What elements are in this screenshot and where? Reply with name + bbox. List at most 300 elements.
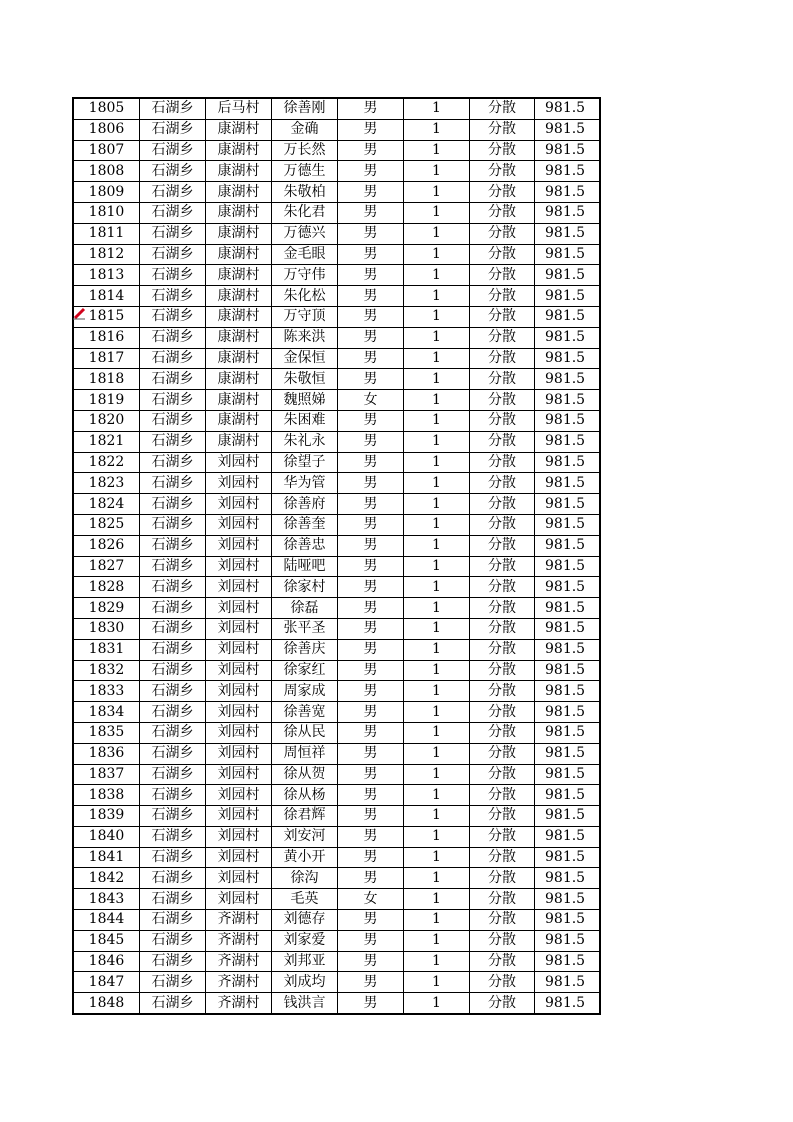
town-cell[interactable]: 石湖乡 — [140, 119, 206, 140]
name-cell[interactable]: 徐善刚 — [272, 98, 338, 119]
count-cell[interactable]: 1 — [404, 930, 470, 951]
name-cell[interactable]: 刘安河 — [272, 826, 338, 847]
record-id-cell[interactable]: 1818 — [73, 369, 140, 390]
type-cell[interactable]: 分散 — [470, 847, 535, 868]
type-cell[interactable]: 分散 — [470, 327, 535, 348]
amount-cell[interactable]: 981.5 — [535, 660, 601, 681]
amount-cell[interactable]: 981.5 — [535, 910, 601, 931]
gender-cell[interactable]: 男 — [338, 722, 404, 743]
count-cell[interactable]: 1 — [404, 514, 470, 535]
village-cell[interactable]: 刘园村 — [206, 598, 272, 619]
amount-cell[interactable]: 981.5 — [535, 722, 601, 743]
count-cell[interactable]: 1 — [404, 390, 470, 411]
amount-cell[interactable]: 981.5 — [535, 348, 601, 369]
count-cell[interactable]: 1 — [404, 639, 470, 660]
record-id-cell[interactable]: 1829 — [73, 598, 140, 619]
record-id-cell[interactable]: 1830 — [73, 618, 140, 639]
village-cell[interactable]: 刘园村 — [206, 577, 272, 598]
village-cell[interactable]: 刘园村 — [206, 764, 272, 785]
name-cell[interactable]: 刘成均 — [272, 972, 338, 993]
name-cell[interactable]: 万守顶 — [272, 306, 338, 327]
village-cell[interactable]: 康湖村 — [206, 119, 272, 140]
count-cell[interactable]: 1 — [404, 993, 470, 1014]
name-cell[interactable]: 徐善忠 — [272, 535, 338, 556]
village-cell[interactable]: 刘园村 — [206, 556, 272, 577]
name-cell[interactable]: 周恒祥 — [272, 743, 338, 764]
amount-cell[interactable]: 981.5 — [535, 639, 601, 660]
record-id-cell[interactable]: 1820 — [73, 410, 140, 431]
village-cell[interactable]: 刘园村 — [206, 618, 272, 639]
record-id-cell[interactable]: 1845 — [73, 930, 140, 951]
gender-cell[interactable]: 男 — [338, 847, 404, 868]
gender-cell[interactable]: 男 — [338, 244, 404, 265]
name-cell[interactable]: 万长然 — [272, 140, 338, 161]
name-cell[interactable]: 华为管 — [272, 473, 338, 494]
type-cell[interactable]: 分散 — [470, 993, 535, 1014]
gender-cell[interactable]: 男 — [338, 202, 404, 223]
town-cell[interactable]: 石湖乡 — [140, 473, 206, 494]
count-cell[interactable]: 1 — [404, 140, 470, 161]
type-cell[interactable]: 分散 — [470, 431, 535, 452]
record-id-cell[interactable]: 1817 — [73, 348, 140, 369]
type-cell[interactable]: 分散 — [470, 473, 535, 494]
count-cell[interactable]: 1 — [404, 826, 470, 847]
count-cell[interactable]: 1 — [404, 951, 470, 972]
count-cell[interactable]: 1 — [404, 556, 470, 577]
gender-cell[interactable]: 男 — [338, 639, 404, 660]
village-cell[interactable]: 康湖村 — [206, 306, 272, 327]
record-id-cell[interactable]: 1834 — [73, 702, 140, 723]
town-cell[interactable]: 石湖乡 — [140, 972, 206, 993]
count-cell[interactable]: 1 — [404, 369, 470, 390]
count-cell[interactable]: 1 — [404, 202, 470, 223]
town-cell[interactable]: 石湖乡 — [140, 577, 206, 598]
count-cell[interactable]: 1 — [404, 161, 470, 182]
village-cell[interactable]: 康湖村 — [206, 369, 272, 390]
gender-cell[interactable]: 男 — [338, 826, 404, 847]
record-id-cell[interactable]: 1828 — [73, 577, 140, 598]
name-cell[interactable]: 魏照娣 — [272, 390, 338, 411]
town-cell[interactable]: 石湖乡 — [140, 161, 206, 182]
record-id-cell[interactable]: 1839 — [73, 806, 140, 827]
type-cell[interactable]: 分散 — [470, 119, 535, 140]
amount-cell[interactable]: 981.5 — [535, 806, 601, 827]
town-cell[interactable]: 石湖乡 — [140, 327, 206, 348]
count-cell[interactable]: 1 — [404, 119, 470, 140]
count-cell[interactable]: 1 — [404, 660, 470, 681]
record-id-cell[interactable]: 1812 — [73, 244, 140, 265]
amount-cell[interactable]: 981.5 — [535, 286, 601, 307]
count-cell[interactable]: 1 — [404, 98, 470, 119]
town-cell[interactable]: 石湖乡 — [140, 535, 206, 556]
amount-cell[interactable]: 981.5 — [535, 182, 601, 203]
count-cell[interactable]: 1 — [404, 431, 470, 452]
amount-cell[interactable]: 981.5 — [535, 556, 601, 577]
name-cell[interactable]: 张平圣 — [272, 618, 338, 639]
type-cell[interactable]: 分散 — [470, 306, 535, 327]
amount-cell[interactable]: 981.5 — [535, 119, 601, 140]
record-id-cell[interactable]: 1840 — [73, 826, 140, 847]
record-id-cell[interactable]: 1847 — [73, 972, 140, 993]
town-cell[interactable]: 石湖乡 — [140, 930, 206, 951]
amount-cell[interactable]: 981.5 — [535, 431, 601, 452]
record-id-cell[interactable]: 1833 — [73, 681, 140, 702]
count-cell[interactable]: 1 — [404, 910, 470, 931]
gender-cell[interactable]: 男 — [338, 348, 404, 369]
type-cell[interactable]: 分散 — [470, 910, 535, 931]
town-cell[interactable]: 石湖乡 — [140, 951, 206, 972]
count-cell[interactable]: 1 — [404, 327, 470, 348]
record-id-cell[interactable]: 1822 — [73, 452, 140, 473]
amount-cell[interactable]: 981.5 — [535, 951, 601, 972]
type-cell[interactable]: 分散 — [470, 535, 535, 556]
village-cell[interactable]: 刘园村 — [206, 473, 272, 494]
amount-cell[interactable]: 981.5 — [535, 930, 601, 951]
name-cell[interactable]: 万德生 — [272, 161, 338, 182]
gender-cell[interactable]: 男 — [338, 868, 404, 889]
name-cell[interactable]: 金保恒 — [272, 348, 338, 369]
type-cell[interactable]: 分散 — [470, 930, 535, 951]
village-cell[interactable]: 康湖村 — [206, 244, 272, 265]
village-cell[interactable]: 康湖村 — [206, 431, 272, 452]
count-cell[interactable]: 1 — [404, 598, 470, 619]
amount-cell[interactable]: 981.5 — [535, 98, 601, 119]
record-id-cell[interactable]: 1826 — [73, 535, 140, 556]
count-cell[interactable]: 1 — [404, 743, 470, 764]
town-cell[interactable]: 石湖乡 — [140, 743, 206, 764]
town-cell[interactable]: 石湖乡 — [140, 598, 206, 619]
town-cell[interactable]: 石湖乡 — [140, 265, 206, 286]
gender-cell[interactable]: 男 — [338, 910, 404, 931]
type-cell[interactable]: 分散 — [470, 785, 535, 806]
count-cell[interactable]: 1 — [404, 348, 470, 369]
village-cell[interactable]: 齐湖村 — [206, 910, 272, 931]
village-cell[interactable]: 刘园村 — [206, 868, 272, 889]
amount-cell[interactable]: 981.5 — [535, 452, 601, 473]
name-cell[interactable]: 周家成 — [272, 681, 338, 702]
gender-cell[interactable]: 女 — [338, 390, 404, 411]
name-cell[interactable]: 朱敬恒 — [272, 369, 338, 390]
amount-cell[interactable]: 981.5 — [535, 514, 601, 535]
count-cell[interactable]: 1 — [404, 577, 470, 598]
amount-cell[interactable]: 981.5 — [535, 306, 601, 327]
record-id-cell[interactable]: 1838 — [73, 785, 140, 806]
name-cell[interactable]: 毛英 — [272, 889, 338, 910]
amount-cell[interactable]: 981.5 — [535, 785, 601, 806]
town-cell[interactable]: 石湖乡 — [140, 494, 206, 515]
town-cell[interactable]: 石湖乡 — [140, 681, 206, 702]
type-cell[interactable]: 分散 — [470, 826, 535, 847]
record-id-cell[interactable]: 1815 — [73, 306, 140, 327]
amount-cell[interactable]: 981.5 — [535, 265, 601, 286]
gender-cell[interactable]: 男 — [338, 930, 404, 951]
record-id-cell[interactable]: 1835 — [73, 722, 140, 743]
name-cell[interactable]: 金确 — [272, 119, 338, 140]
record-id-cell[interactable]: 1807 — [73, 140, 140, 161]
record-id-cell[interactable]: 1846 — [73, 951, 140, 972]
type-cell[interactable]: 分散 — [470, 140, 535, 161]
gender-cell[interactable]: 男 — [338, 951, 404, 972]
village-cell[interactable]: 康湖村 — [206, 161, 272, 182]
name-cell[interactable]: 徐善奎 — [272, 514, 338, 535]
type-cell[interactable]: 分散 — [470, 951, 535, 972]
village-cell[interactable]: 刘园村 — [206, 452, 272, 473]
type-cell[interactable]: 分散 — [470, 598, 535, 619]
gender-cell[interactable]: 男 — [338, 161, 404, 182]
gender-cell[interactable]: 男 — [338, 972, 404, 993]
gender-cell[interactable]: 男 — [338, 473, 404, 494]
village-cell[interactable]: 刘园村 — [206, 702, 272, 723]
type-cell[interactable]: 分散 — [470, 868, 535, 889]
record-id-cell[interactable]: 1806 — [73, 119, 140, 140]
type-cell[interactable]: 分散 — [470, 639, 535, 660]
town-cell[interactable]: 石湖乡 — [140, 826, 206, 847]
type-cell[interactable]: 分散 — [470, 577, 535, 598]
amount-cell[interactable]: 981.5 — [535, 202, 601, 223]
town-cell[interactable]: 石湖乡 — [140, 993, 206, 1014]
town-cell[interactable]: 石湖乡 — [140, 910, 206, 931]
record-id-cell[interactable]: 1813 — [73, 265, 140, 286]
name-cell[interactable]: 徐从杨 — [272, 785, 338, 806]
gender-cell[interactable]: 男 — [338, 265, 404, 286]
record-id-cell[interactable]: 1809 — [73, 182, 140, 203]
town-cell[interactable]: 石湖乡 — [140, 431, 206, 452]
gender-cell[interactable]: 男 — [338, 223, 404, 244]
amount-cell[interactable]: 981.5 — [535, 577, 601, 598]
count-cell[interactable]: 1 — [404, 681, 470, 702]
amount-cell[interactable]: 981.5 — [535, 681, 601, 702]
amount-cell[interactable]: 981.5 — [535, 993, 601, 1014]
type-cell[interactable]: 分散 — [470, 348, 535, 369]
record-id-cell[interactable]: 1805 — [73, 98, 140, 119]
amount-cell[interactable]: 981.5 — [535, 410, 601, 431]
village-cell[interactable]: 康湖村 — [206, 390, 272, 411]
type-cell[interactable]: 分散 — [470, 161, 535, 182]
amount-cell[interactable]: 981.5 — [535, 598, 601, 619]
amount-cell[interactable]: 981.5 — [535, 702, 601, 723]
gender-cell[interactable]: 男 — [338, 119, 404, 140]
gender-cell[interactable]: 男 — [338, 327, 404, 348]
count-cell[interactable]: 1 — [404, 265, 470, 286]
town-cell[interactable]: 石湖乡 — [140, 390, 206, 411]
record-id-cell[interactable]: 1810 — [73, 202, 140, 223]
name-cell[interactable]: 朱礼永 — [272, 431, 338, 452]
village-cell[interactable]: 康湖村 — [206, 140, 272, 161]
name-cell[interactable]: 徐善府 — [272, 494, 338, 515]
gender-cell[interactable]: 男 — [338, 306, 404, 327]
gender-cell[interactable]: 男 — [338, 452, 404, 473]
gender-cell[interactable]: 男 — [338, 577, 404, 598]
comment-pencil-icon[interactable] — [72, 306, 86, 320]
gender-cell[interactable]: 男 — [338, 785, 404, 806]
name-cell[interactable]: 徐家红 — [272, 660, 338, 681]
record-id-cell[interactable]: 1824 — [73, 494, 140, 515]
record-id-cell[interactable]: 1831 — [73, 639, 140, 660]
type-cell[interactable]: 分散 — [470, 702, 535, 723]
town-cell[interactable]: 石湖乡 — [140, 98, 206, 119]
type-cell[interactable]: 分散 — [470, 556, 535, 577]
count-cell[interactable]: 1 — [404, 722, 470, 743]
gender-cell[interactable]: 男 — [338, 514, 404, 535]
town-cell[interactable]: 石湖乡 — [140, 223, 206, 244]
type-cell[interactable]: 分散 — [470, 202, 535, 223]
name-cell[interactable]: 徐从民 — [272, 722, 338, 743]
type-cell[interactable]: 分散 — [470, 286, 535, 307]
town-cell[interactable]: 石湖乡 — [140, 639, 206, 660]
town-cell[interactable]: 石湖乡 — [140, 722, 206, 743]
village-cell[interactable]: 康湖村 — [206, 223, 272, 244]
type-cell[interactable]: 分散 — [470, 618, 535, 639]
type-cell[interactable]: 分散 — [470, 265, 535, 286]
town-cell[interactable]: 石湖乡 — [140, 868, 206, 889]
amount-cell[interactable]: 981.5 — [535, 535, 601, 556]
gender-cell[interactable]: 男 — [338, 681, 404, 702]
village-cell[interactable]: 刘园村 — [206, 681, 272, 702]
gender-cell[interactable]: 男 — [338, 556, 404, 577]
name-cell[interactable]: 徐从贺 — [272, 764, 338, 785]
gender-cell[interactable]: 男 — [338, 618, 404, 639]
name-cell[interactable]: 刘德存 — [272, 910, 338, 931]
amount-cell[interactable]: 981.5 — [535, 743, 601, 764]
name-cell[interactable]: 黄小开 — [272, 847, 338, 868]
name-cell[interactable]: 徐望子 — [272, 452, 338, 473]
count-cell[interactable]: 1 — [404, 702, 470, 723]
type-cell[interactable]: 分散 — [470, 410, 535, 431]
gender-cell[interactable]: 男 — [338, 535, 404, 556]
gender-cell[interactable]: 男 — [338, 431, 404, 452]
town-cell[interactable]: 石湖乡 — [140, 660, 206, 681]
count-cell[interactable]: 1 — [404, 806, 470, 827]
gender-cell[interactable]: 男 — [338, 764, 404, 785]
type-cell[interactable]: 分散 — [470, 369, 535, 390]
amount-cell[interactable]: 981.5 — [535, 390, 601, 411]
village-cell[interactable]: 刘园村 — [206, 785, 272, 806]
name-cell[interactable]: 朱敬柏 — [272, 182, 338, 203]
record-id-cell[interactable]: 1823 — [73, 473, 140, 494]
village-cell[interactable]: 齐湖村 — [206, 993, 272, 1014]
village-cell[interactable]: 刘园村 — [206, 660, 272, 681]
type-cell[interactable]: 分散 — [470, 764, 535, 785]
type-cell[interactable]: 分散 — [470, 660, 535, 681]
name-cell[interactable]: 朱化松 — [272, 286, 338, 307]
name-cell[interactable]: 徐善庆 — [272, 639, 338, 660]
amount-cell[interactable]: 981.5 — [535, 826, 601, 847]
village-cell[interactable]: 刘园村 — [206, 639, 272, 660]
amount-cell[interactable]: 981.5 — [535, 244, 601, 265]
record-id-cell[interactable]: 1821 — [73, 431, 140, 452]
name-cell[interactable]: 朱困难 — [272, 410, 338, 431]
gender-cell[interactable]: 男 — [338, 598, 404, 619]
town-cell[interactable]: 石湖乡 — [140, 182, 206, 203]
amount-cell[interactable]: 981.5 — [535, 140, 601, 161]
village-cell[interactable]: 康湖村 — [206, 327, 272, 348]
count-cell[interactable]: 1 — [404, 618, 470, 639]
name-cell[interactable]: 徐沟 — [272, 868, 338, 889]
town-cell[interactable]: 石湖乡 — [140, 244, 206, 265]
type-cell[interactable]: 分散 — [470, 972, 535, 993]
count-cell[interactable]: 1 — [404, 847, 470, 868]
gender-cell[interactable]: 女 — [338, 889, 404, 910]
village-cell[interactable]: 康湖村 — [206, 410, 272, 431]
town-cell[interactable]: 石湖乡 — [140, 348, 206, 369]
count-cell[interactable]: 1 — [404, 535, 470, 556]
town-cell[interactable]: 石湖乡 — [140, 847, 206, 868]
village-cell[interactable]: 刘园村 — [206, 514, 272, 535]
record-id-cell[interactable]: 1832 — [73, 660, 140, 681]
gender-cell[interactable]: 男 — [338, 494, 404, 515]
amount-cell[interactable]: 981.5 — [535, 972, 601, 993]
gender-cell[interactable]: 男 — [338, 410, 404, 431]
name-cell[interactable]: 万守伟 — [272, 265, 338, 286]
village-cell[interactable]: 刘园村 — [206, 535, 272, 556]
town-cell[interactable]: 石湖乡 — [140, 889, 206, 910]
village-cell[interactable]: 康湖村 — [206, 286, 272, 307]
village-cell[interactable]: 刘园村 — [206, 743, 272, 764]
record-id-cell[interactable]: 1848 — [73, 993, 140, 1014]
village-cell[interactable]: 刘园村 — [206, 826, 272, 847]
village-cell[interactable]: 刘园村 — [206, 494, 272, 515]
amount-cell[interactable]: 981.5 — [535, 868, 601, 889]
type-cell[interactable]: 分散 — [470, 223, 535, 244]
town-cell[interactable]: 石湖乡 — [140, 702, 206, 723]
amount-cell[interactable]: 981.5 — [535, 369, 601, 390]
village-cell[interactable]: 齐湖村 — [206, 930, 272, 951]
village-cell[interactable]: 齐湖村 — [206, 951, 272, 972]
record-id-cell[interactable]: 1844 — [73, 910, 140, 931]
record-id-cell[interactable]: 1836 — [73, 743, 140, 764]
type-cell[interactable]: 分散 — [470, 722, 535, 743]
count-cell[interactable]: 1 — [404, 223, 470, 244]
town-cell[interactable]: 石湖乡 — [140, 618, 206, 639]
name-cell[interactable]: 陈来洪 — [272, 327, 338, 348]
village-cell[interactable]: 刘园村 — [206, 889, 272, 910]
type-cell[interactable]: 分散 — [470, 514, 535, 535]
town-cell[interactable]: 石湖乡 — [140, 202, 206, 223]
name-cell[interactable]: 朱化君 — [272, 202, 338, 223]
type-cell[interactable]: 分散 — [470, 889, 535, 910]
amount-cell[interactable]: 981.5 — [535, 889, 601, 910]
village-cell[interactable]: 齐湖村 — [206, 972, 272, 993]
count-cell[interactable]: 1 — [404, 182, 470, 203]
amount-cell[interactable]: 981.5 — [535, 764, 601, 785]
record-id-cell[interactable]: 1819 — [73, 390, 140, 411]
gender-cell[interactable]: 男 — [338, 98, 404, 119]
name-cell[interactable]: 徐家村 — [272, 577, 338, 598]
town-cell[interactable]: 石湖乡 — [140, 785, 206, 806]
village-cell[interactable]: 康湖村 — [206, 202, 272, 223]
count-cell[interactable]: 1 — [404, 244, 470, 265]
gender-cell[interactable]: 男 — [338, 660, 404, 681]
record-id-cell[interactable]: 1827 — [73, 556, 140, 577]
type-cell[interactable]: 分散 — [470, 743, 535, 764]
gender-cell[interactable]: 男 — [338, 369, 404, 390]
town-cell[interactable]: 石湖乡 — [140, 514, 206, 535]
town-cell[interactable]: 石湖乡 — [140, 369, 206, 390]
record-id-cell[interactable]: 1842 — [73, 868, 140, 889]
type-cell[interactable]: 分散 — [470, 182, 535, 203]
name-cell[interactable]: 徐善宽 — [272, 702, 338, 723]
village-cell[interactable]: 康湖村 — [206, 182, 272, 203]
count-cell[interactable]: 1 — [404, 785, 470, 806]
name-cell[interactable]: 钱洪言 — [272, 993, 338, 1014]
village-cell[interactable]: 刘园村 — [206, 722, 272, 743]
record-id-cell[interactable]: 1811 — [73, 223, 140, 244]
gender-cell[interactable]: 男 — [338, 182, 404, 203]
record-id-cell[interactable]: 1837 — [73, 764, 140, 785]
gender-cell[interactable]: 男 — [338, 743, 404, 764]
amount-cell[interactable]: 981.5 — [535, 161, 601, 182]
count-cell[interactable]: 1 — [404, 494, 470, 515]
